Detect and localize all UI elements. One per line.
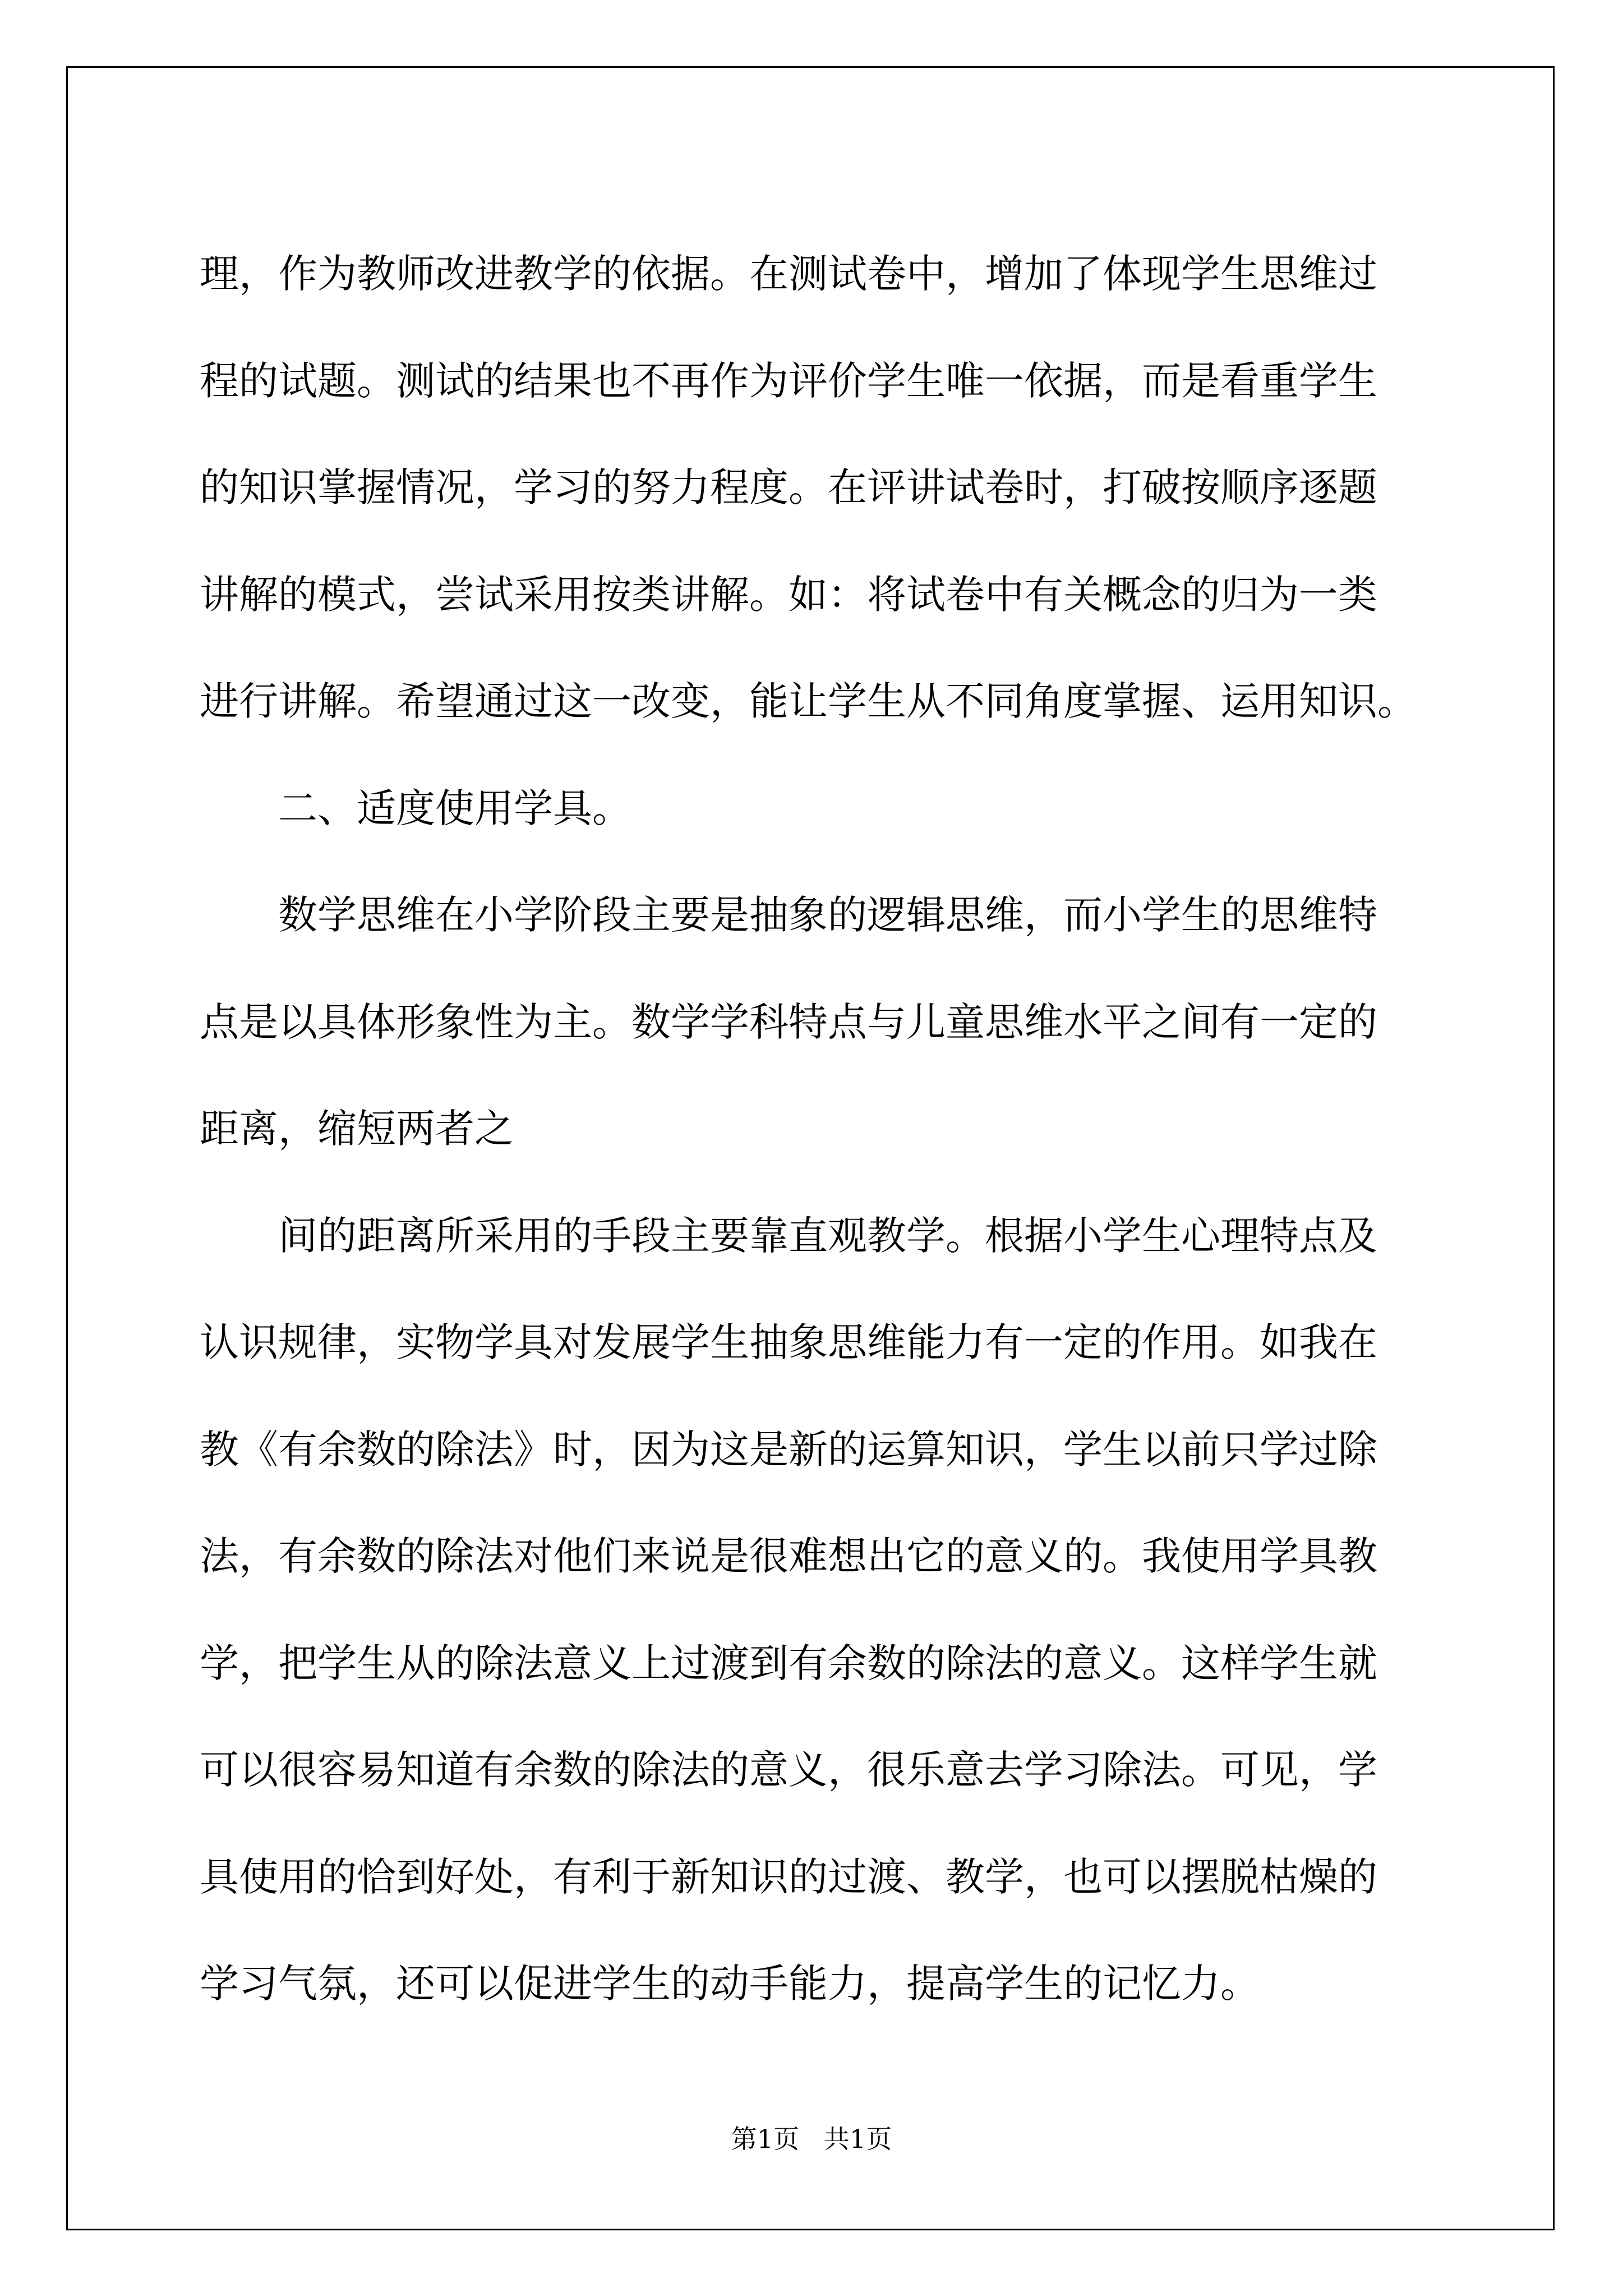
text-line: 法，有余数的除法对他们来说是很难想出它的意义的。我使用学具教 <box>200 1533 1377 1579</box>
text-line: 点是以具体形象性为主。数学学科特点与儿童思维水平之间有一定的 <box>200 999 1377 1045</box>
text-line: 程的试题。测试的结果也不再作为评价学生唯一依据，而是看重学生 <box>200 357 1377 404</box>
text-line: 理，作为教师改进教学的依据。在测试卷中，增加了体现学生思维过 <box>200 251 1377 297</box>
text-line: 可以很容易知道有余数的除法的意义，很乐意去学习除法。可见，学 <box>200 1747 1377 1793</box>
text-line: 数学思维在小学阶段主要是抽象的逻辑思维，而小学生的思维特 <box>278 892 1377 938</box>
text-line: 讲解的模式，尝试采用按类讲解。如：将试卷中有关概念的归为一类 <box>200 571 1377 618</box>
text-line: 二、适度使用学具。 <box>278 785 631 831</box>
document-body <box>200 220 1433 2037</box>
page-footer: 第1页 共1页 <box>731 2124 892 2154</box>
text-line: 认识规律，实物学具对发展学生抽象思维能力有一定的作用。如我在 <box>200 1319 1377 1365</box>
text-line: 的知识掌握情况，学习的努力程度。在评讲试卷时，打破按顺序逐题 <box>200 464 1377 510</box>
text-line: 距离，缩短两者之 <box>200 1106 514 1152</box>
text-line: 具使用的恰到好处，有利于新知识的过渡、教学，也可以摆脱枯燥的 <box>200 1853 1377 1900</box>
text-line: 间的距离所采用的手段主要靠直观教学。根据小学生心理特点及 <box>278 1212 1377 1259</box>
text-line: 学习气氛，还可以促进学生的动手能力，提高学生的记忆力。 <box>200 1961 1260 2007</box>
text-line: 进行讲解。希望通过这一改变，能让学生从不同角度掌握、运用知识。 <box>200 678 1417 724</box>
text-line: 教《有余数的除法》时，因为这是新的运算知识，学生以前只学过除 <box>200 1426 1377 1473</box>
text-line: 学，把学生从的除法意义上过渡到有余数的除法的意义。这样学生就 <box>200 1640 1377 1686</box>
